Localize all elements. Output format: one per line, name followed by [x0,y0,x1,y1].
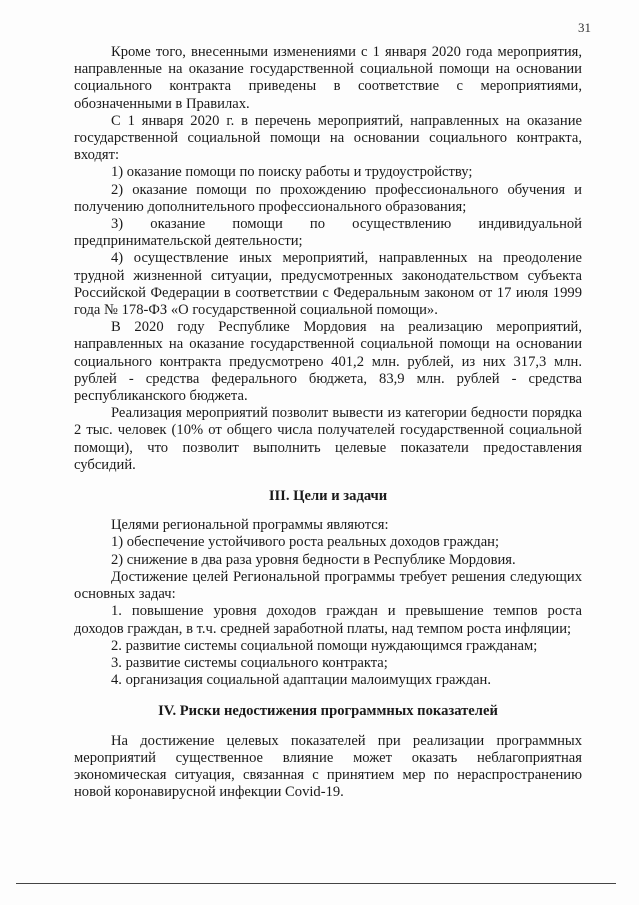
scan-edge-line [16,883,616,884]
list-item: 1) обеспечение устойчивого роста реальных доходов граждан; [111,534,500,551]
section-heading-risks: IV. Риски недостижения программных показателей [158,703,498,720]
list-item: 2. развитие системы социальной помощи нуждающимся гражданам; [111,637,538,654]
paragraph: Целями региональной программы являются: [111,517,389,534]
list-item: 1) оказание помощи по поиску работы и трудоустройству; [111,164,473,181]
paragraph: На достижение целевых показателей при реализации программных мероприятий существенное влияние может оказать неблагоприятная экономическая ситуация, связанная с принятием мер по нераспространению новой коронавирусной инфекции Covid-19. [74,732,582,801]
paragraph: В 2020 году Республике Мордовия на реализацию мероприятий, направленных на оказание государственной социальной помощи на основании социального контракта предусмотрено 401,2 млн. рублей, из них 317,3 млн. рублей - средства федерального бюджета, 83,9 млн. рублей - средства республиканского бюджета. [74,319,582,405]
list-item: 2) оказание помощи по прохождению профессионального обучения и получению дополнительного профессионального образования; [74,181,582,215]
list-item: 2) снижение в два раза уровня бедности в Республике Мордовия. [111,551,516,568]
list-item: 1. повышение уровня доходов граждан и превышение темпов роста доходов граждан, в т.ч. средней заработной платы, над темпом роста инфляции; [74,603,582,637]
section-heading-goals: III. Цели и задачи [268,488,388,505]
paragraph: Достижение целей Региональной программы требует решения следующих основных задач: [74,568,582,603]
page-number: 31 [578,20,591,35]
paragraph: С 1 января 2020 г. в перечень мероприятий, направленных на оказание государственной социальной помощи на основании социального контракта, входят: [74,112,582,164]
list-item: 4. организация социальной адаптации малоимущих граждан. [111,672,491,689]
document-body [74,44,582,801]
list-item: 4) осуществление иных мероприятий, направленных на преодоление трудной жизненной ситуации, предусмотренных законодательством субъекта Российской Федерации в соответствии с Федеральным законом от 17 июля 1999 года № 178-ФЗ «О государственной социальной помощи». [74,250,582,319]
paragraph: Реализация мероприятий позволит вывести из категории бедности порядка 2 тыс. человек (10% от общего числа получателей государственной социальной помощи), что позволит выполнить целевые показатели предоставления субсидий. [74,405,582,473]
list-item: 3) оказание помощи по осуществлению индивидуальной предпринимательской деятельности; [74,216,582,250]
list-item: 3. развитие системы социального контракта; [111,654,388,671]
paragraph: Кроме того, внесенными изменениями с 1 января 2020 года мероприятия, направленные на оказание государственной социальной помощи на основании социального контракта приведены в соответствие с мероприятиями, обозначенными в Правилах. [74,44,582,112]
